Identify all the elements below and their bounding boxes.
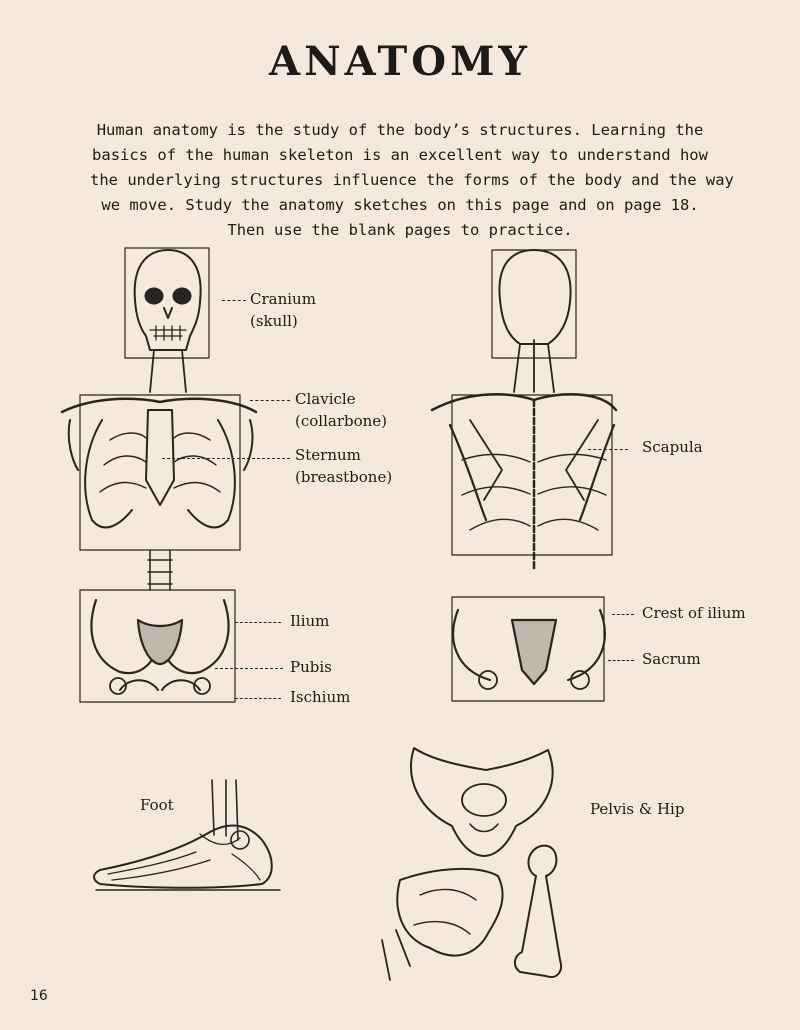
label-crest-of-ilium: Crest of ilium (642, 604, 746, 622)
intro-line: Then use the blank pages to practice. (227, 221, 573, 239)
cranium-leader (222, 300, 246, 301)
ribcage-front-sketch-icon (62, 395, 256, 590)
pelvis-back-sketch-icon (452, 597, 605, 701)
skull-front-sketch-icon (125, 248, 209, 392)
label-cranium: Cranium (skull) (250, 290, 316, 330)
foot-sketch-icon (94, 780, 280, 890)
ribcage-back-sketch-icon (432, 394, 616, 570)
pelvis-hip-sketch-icon (382, 748, 561, 980)
sternum-leader (162, 458, 290, 459)
label-clavicle: Clavicle (collarbone) (295, 390, 388, 430)
label-pelvis-hip: Pelvis & Hip (590, 800, 685, 818)
sacrum-leader (608, 660, 634, 661)
pelvis-front-sketch-icon (80, 590, 235, 702)
pubis-leader (215, 668, 283, 669)
crest-of-ilium-leader (612, 614, 634, 615)
label-foot: Foot (140, 796, 174, 814)
intro-line: the underlying structures influence the forms of the body and the way (90, 171, 734, 189)
ilium-leader (235, 622, 281, 623)
intro-line: basics of the human skeleton is an excellent way to understand how (92, 146, 708, 164)
scapula-leader (588, 449, 628, 450)
ischium-leader (235, 698, 281, 699)
skull-back-sketch-icon (492, 250, 576, 392)
page-number: 16 (30, 988, 48, 1004)
label-sacrum: Sacrum (642, 650, 701, 668)
intro-line: Human anatomy is the study of the body’s structures. Learning the (96, 121, 704, 139)
clavicle-leader (250, 400, 290, 401)
label-sternum: Sternum (breastbone) (295, 446, 393, 486)
label-pubis: Pubis (290, 658, 332, 676)
label-scapula: Scapula (642, 438, 703, 456)
page-title: ANATOMY (269, 38, 531, 85)
label-ilium: Ilium (290, 612, 330, 630)
intro-line: we move. Study the anatomy sketches on this page and on page 18. (101, 196, 699, 214)
label-ischium: Ischium (290, 688, 351, 706)
